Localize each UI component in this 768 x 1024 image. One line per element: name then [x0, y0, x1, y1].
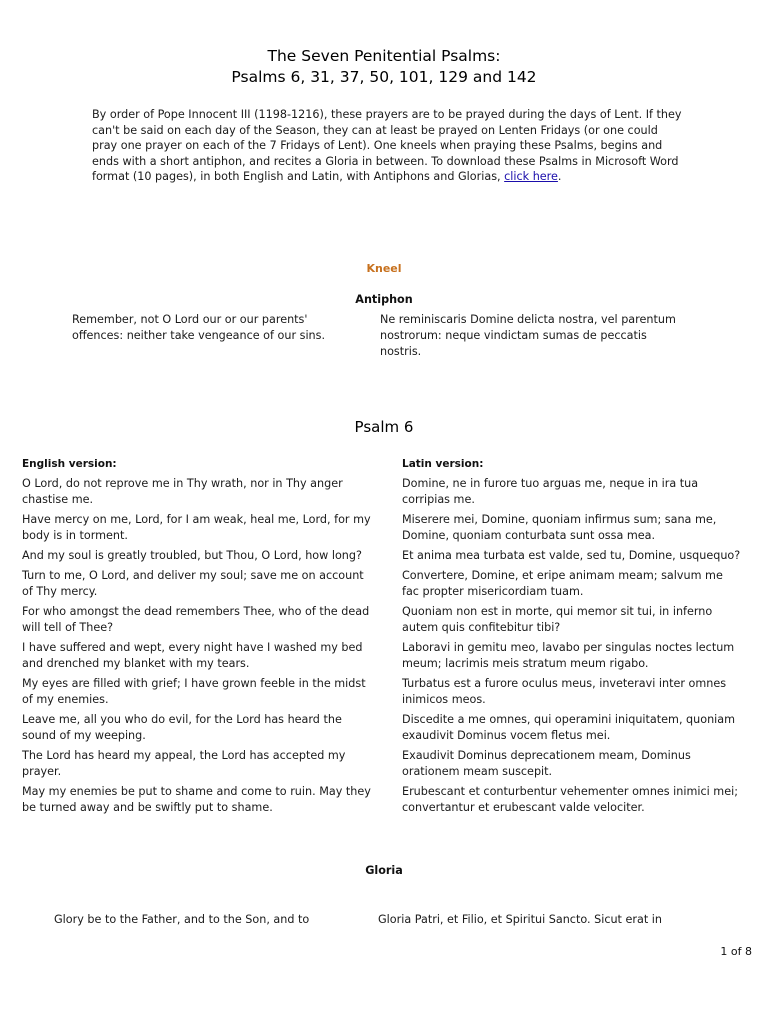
- download-link[interactable]: click here: [504, 170, 558, 184]
- gloria-english: Glory be to the Father, and to the Son, and to: [54, 913, 310, 926]
- antiphon-latin: Ne reminiscaris Domine delicta nostra, vel parentum nostrorum: neque vindictam sumas de peccatis nostris.: [380, 313, 676, 358]
- gloria-heading: Gloria: [365, 864, 403, 877]
- english-column: [22, 458, 374, 820]
- latin-verse: Exaudivit Dominus deprecationem meam, Dominus orationem meam suscepit.: [402, 749, 691, 778]
- latin-verse: Laboravi in gemitu meo, lavabo per singulas noctes lectum meum; lacrimis meis stratum meum rigabo.: [402, 641, 735, 670]
- english-verse: O Lord, do not reprove me in Thy wrath, nor in Thy anger chastise me.: [22, 477, 343, 506]
- english-verse: Have mercy on me, Lord, for I am weak, heal me, Lord, for my body is in torment.: [22, 513, 371, 542]
- english-verse: The Lord has heard my appeal, the Lord has accepted my prayer.: [22, 749, 346, 778]
- latin-column: [402, 458, 742, 820]
- antiphon-english: Remember, not O Lord our or our parents' offences: neither take vengeance of our sins.: [72, 313, 326, 342]
- intro-after-link: .: [557, 170, 562, 184]
- latin-verse: Miserere mei, Domine, quoniam infirmus sum; sana me, Domine, quoniam conturbata sunt ossa mea.: [402, 513, 717, 542]
- antiphon-heading: Antiphon: [355, 293, 413, 306]
- document-title: [0, 46, 768, 88]
- latin-verse: Quoniam non est in morte, qui memor sit tui, in inferno autem quis confitebitur tibi?: [402, 605, 713, 634]
- title-line-1: The Seven Penitential Psalms:: [267, 47, 501, 65]
- latin-verse: Et anima mea turbata est valde, sed tu, Domine, usquequo?: [402, 549, 741, 562]
- gloria-latin: Gloria Patri, et Filio, et Spiritui Sancto. Sicut erat in: [378, 913, 662, 926]
- english-verse: And my soul is greatly troubled, but Thou, O Lord, how long?: [22, 549, 362, 562]
- title-line-2: Psalms 6, 31, 37, 50, 101, 129 and 142: [231, 68, 537, 86]
- latin-verse: Discedite a me omnes, qui operamini iniquitatem, quoniam exaudivit Dominus vocem fletus mei.: [402, 713, 736, 742]
- english-version-heading: English version:: [22, 458, 117, 470]
- latin-verse: Convertere, Domine, et eripe animam meam; salvum me fac propter misericordiam tuam.: [402, 569, 723, 598]
- intro-paragraph: [92, 107, 684, 185]
- latin-verse: Erubescant et conturbentur vehementer omnes inimici mei; convertantur et erubescant valde velociter.: [402, 785, 738, 814]
- english-verse: Turn to me, O Lord, and deliver my soul; save me on account of Thy mercy.: [22, 569, 364, 598]
- latin-verse: Turbatus est a furore oculus meus, inveteravi inter omnes inimicos meos.: [402, 677, 727, 706]
- page-number: 1 of 8: [720, 945, 752, 958]
- latin-version-heading: Latin version:: [402, 458, 484, 470]
- english-verse: May my enemies be put to shame and come to ruin. May they be turned away and be swiftly put to shame.: [22, 785, 371, 814]
- intro-text: By order of Pope Innocent III (1198-1216), these prayers are to be prayed during the days of Lent. If they can't be said on each day of the Season, they can at least be prayed on Lenten Fridays (or one could pray one prayer on each of the 7 Fridays of Lent). One kneels when praying these Psalms, begins and ends with a short antiphon, and recites a Gloria in between. To download these Psalms in Microsoft Word format (10 pages), in both English and Latin, with Antiphons and Glorias,: [92, 108, 682, 184]
- english-verse: My eyes are filled with grief; I have grown feeble in the midst of my enemies.: [22, 677, 366, 706]
- english-verse: I have suffered and wept, every night have I washed my bed and drenched my blanket with my tears.: [22, 641, 363, 670]
- latin-verse: Domine, ne in furore tuo arguas me, neque in ira tua corripias me.: [402, 477, 699, 506]
- kneel-instruction: Kneel: [366, 262, 402, 275]
- english-verse: Leave me, all you who do evil, for the Lord has heard the sound of my weeping.: [22, 713, 342, 742]
- psalm-6-title: Psalm 6: [354, 418, 414, 436]
- english-verse: For who amongst the dead remembers Thee, who of the dead will tell of Thee?: [22, 605, 370, 634]
